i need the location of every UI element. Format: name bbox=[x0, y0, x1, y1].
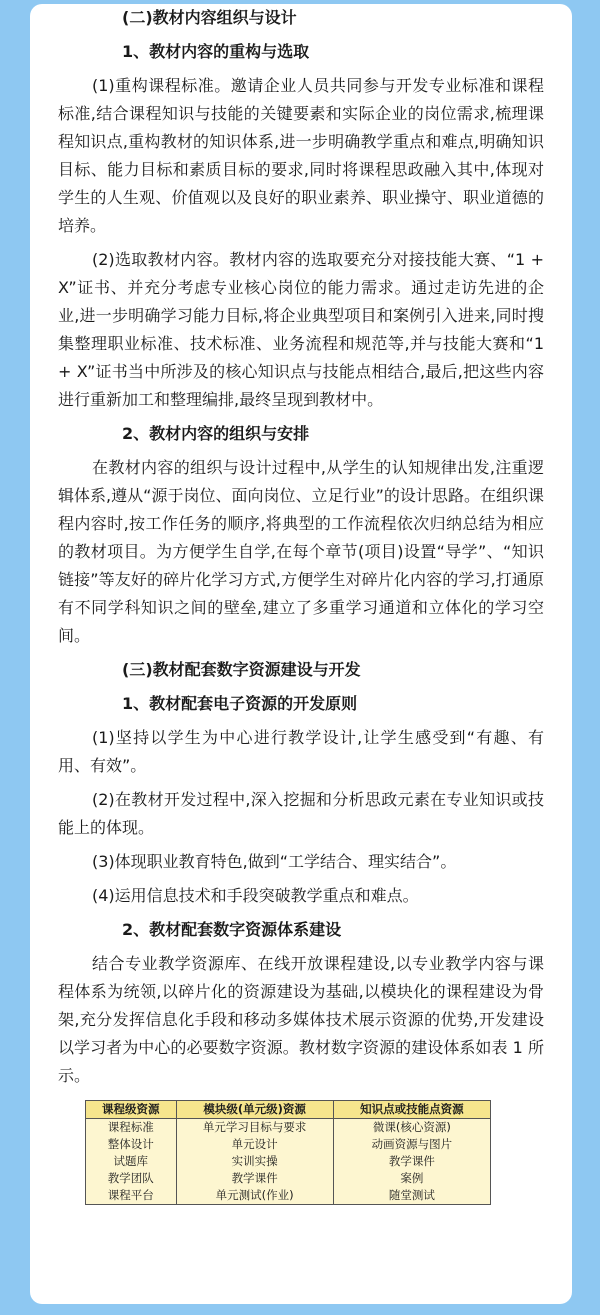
table-header: 模块级(单元级)资源 bbox=[176, 1101, 333, 1119]
paragraph: (1)重构课程标准。邀请企业人员共同参与开发专业标准和课程标准,结合课程知识与技能的关键要素和实际企业的岗位需求,梳理课程知识点,重构教材的知识体系,进一步明确教学重点和难点,明确知识目标、能力目标和素质目标的要求,同时将课程思政融入其中,体现对学生的人生观、价值观以及良好的职业素养、职业操守、职业道德的培养。 bbox=[58, 76, 544, 235]
table-header: 课程级资源 bbox=[86, 1101, 177, 1119]
paragraph: (1)坚持以学生为中心进行教学设计,让学生感受到“有趣、有用、有效”。 bbox=[58, 728, 544, 775]
table-cell: 试题库 bbox=[86, 1153, 177, 1170]
paragraph: (2)在教材开发过程中,深入挖掘和分析思政元素在专业知识或技能上的体现。 bbox=[58, 790, 544, 837]
table-cell: 随堂测试 bbox=[333, 1187, 490, 1205]
paragraph: 在教材内容的组织与设计过程中,从学生的认知规律出发,注重逻辑体系,遵从“源于岗位、面向岗位、立足行业”的设计思路。在组织课程内容时,按工作任务的顺序,将典型的工作流程依次归纳总结为相应的教材项目。为方便学生自学,在每个章节(项目)设置“导学”、“知识链接”等友好的碎片化学习方式,方便学生对碎片化内容的学习,打通原有不同学科知识之间的壁垒,建立了多重学习通道和立体化的学习空间。 bbox=[58, 458, 544, 645]
table-row bbox=[86, 1153, 491, 1170]
table-row bbox=[86, 1136, 491, 1153]
table-cell: 单元测试(作业) bbox=[176, 1187, 333, 1205]
table-cell: 教学课件 bbox=[333, 1153, 490, 1170]
table-cell: 整体设计 bbox=[86, 1136, 177, 1153]
table-cell: 单元学习目标与要求 bbox=[176, 1119, 333, 1137]
resource-table bbox=[85, 1100, 491, 1205]
table-cell: 实训实操 bbox=[176, 1153, 333, 1170]
paragraph: 结合专业教学资源库、在线开放课程建设,以专业教学内容与课程体系为统领,以碎片化的资源建设为基础,以模块化的课程建设为骨架,充分发挥信息化手段和移动多媒体技术展示资源的优势,开发建设以学习者为中心的必要数字资源。教材数字资源的建设体系如表 1 所示。 bbox=[58, 954, 544, 1085]
table-cell: 微课(核心资源) bbox=[333, 1119, 490, 1137]
section-heading: (二)教材内容组织与设计 bbox=[122, 8, 297, 27]
table-header: 知识点或技能点资源 bbox=[333, 1101, 490, 1119]
table-row bbox=[86, 1170, 491, 1187]
table-cell: 动画资源与图片 bbox=[333, 1136, 490, 1153]
table-row bbox=[86, 1119, 491, 1137]
paragraph: (4)运用信息技术和手段突破教学重点和难点。 bbox=[92, 886, 419, 905]
document-body bbox=[58, 4, 544, 1090]
table-cell: 教学团队 bbox=[86, 1170, 177, 1187]
table-cell: 教学课件 bbox=[176, 1170, 333, 1187]
table-header-row bbox=[86, 1101, 491, 1119]
subsection-heading: 2、教材内容的组织与安排 bbox=[122, 424, 310, 443]
subsection-heading: 1、教材内容的重构与选取 bbox=[122, 42, 310, 61]
paragraph: (3)体现职业教育特色,做到“工学结合、理实结合”。 bbox=[92, 852, 457, 871]
table-cell: 课程标准 bbox=[86, 1119, 177, 1137]
document-page bbox=[30, 4, 572, 1304]
paragraph: (2)选取教材内容。教材内容的选取要充分对接技能大赛、“1 + X”证书、并充分考虑专业核心岗位的能力需求。通过走访先进的企业,进一步明确学习能力目标,将企业典型项目和案例引入进来,同时搜集整理职业标准、技术标准、业务流程和规范等,并与技能大赛和“1 + X”证书当中所涉及的核心知识点与技能点相结合,最后,把这些内容进行重新加工和整理编排,最终呈现到教材中。 bbox=[58, 250, 544, 409]
table-cell: 案例 bbox=[333, 1170, 490, 1187]
table-row bbox=[86, 1187, 491, 1205]
table-cell: 单元设计 bbox=[176, 1136, 333, 1153]
table-cell: 课程平台 bbox=[86, 1187, 177, 1205]
subsection-heading: 1、教材配套电子资源的开发原则 bbox=[122, 694, 358, 713]
subsection-heading: 2、教材配套数字资源体系建设 bbox=[122, 920, 342, 939]
section-heading: (三)教材配套数字资源建设与开发 bbox=[122, 660, 361, 679]
